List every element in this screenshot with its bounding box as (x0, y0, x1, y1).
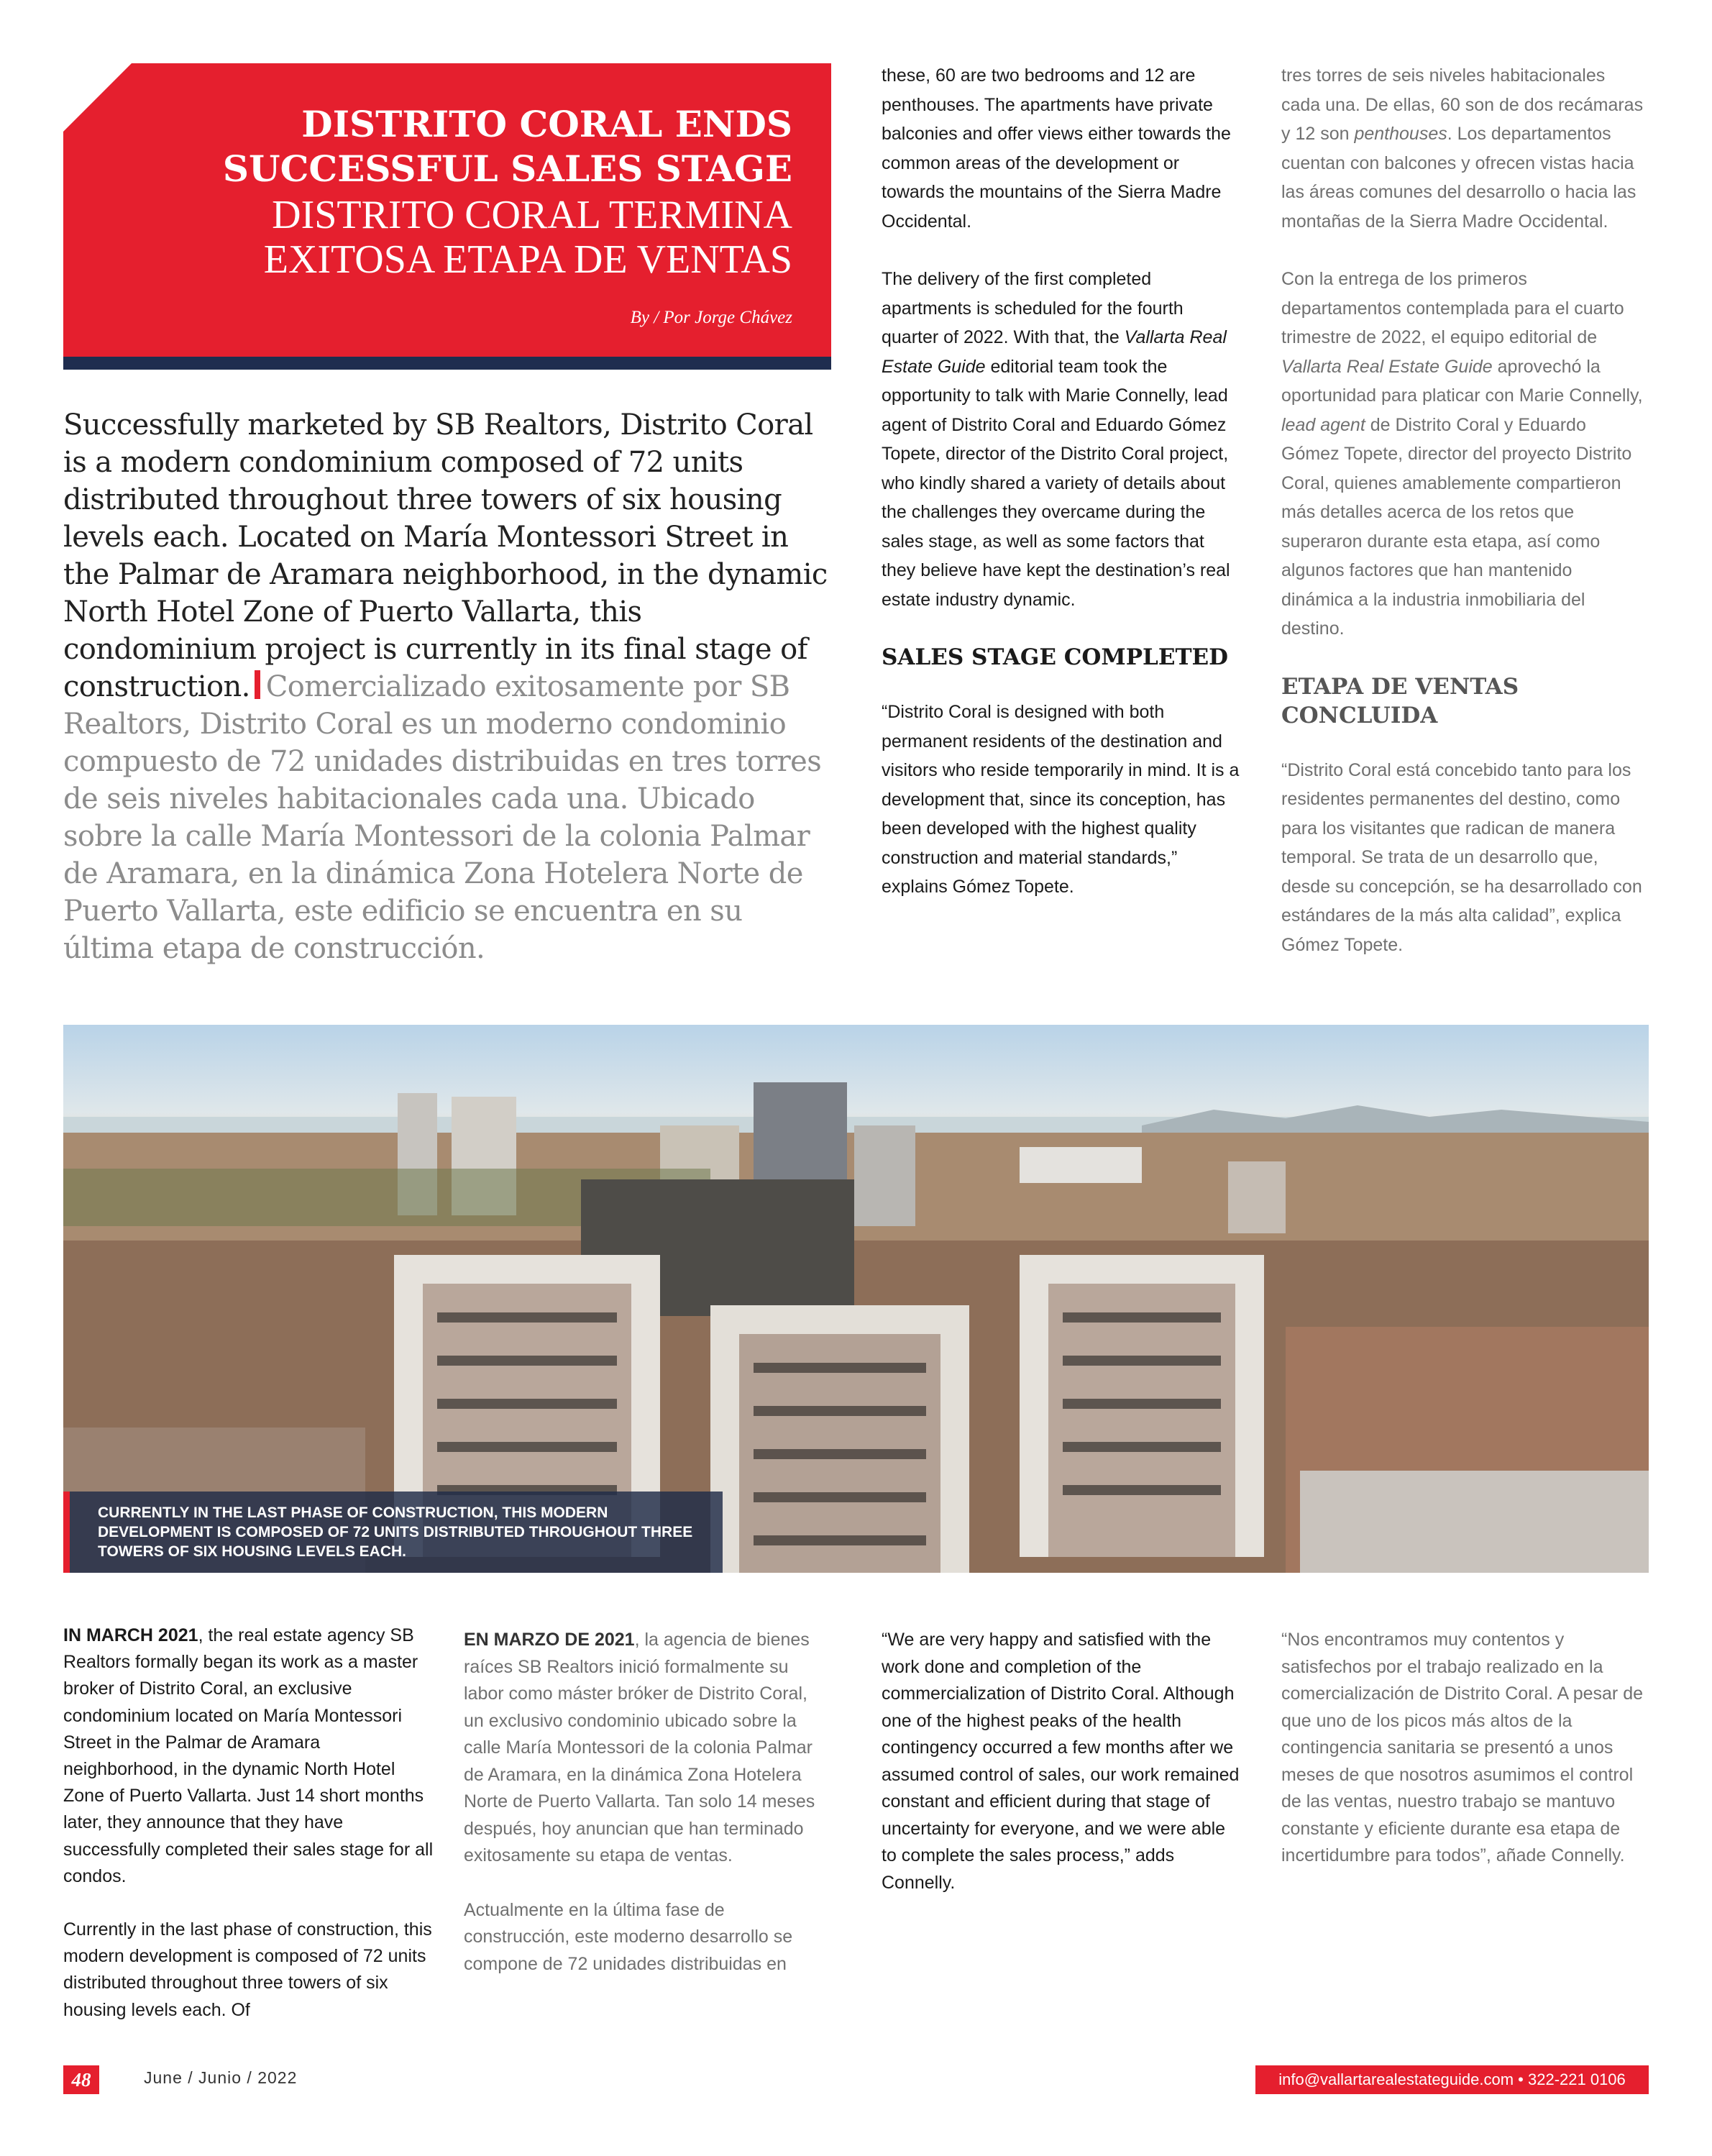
paragraph (1281, 265, 1648, 644)
italic-term: penthouses (1354, 124, 1447, 144)
headline-title-es-line2: EXITOSA ETAPA DE VENTAS (263, 237, 792, 282)
paragraph: these, 60 are two bedrooms and 12 are penthouses. The apartments have private balconies and offer views either towards the common areas of the development or towards the mountains of the Sierra Madre Occidental. (882, 65, 1231, 232)
headline-title-es (145, 193, 792, 282)
paragraph: Currently in the last phase of construction, this modern development is composed of 72 units distributed throughout three towers of six housing levels each. Of (63, 1919, 432, 2020)
paragraph (1281, 61, 1648, 236)
lead-in: IN MARCH 2021 (63, 1625, 198, 1645)
paragraph (882, 265, 1241, 614)
headline-title-en (145, 102, 792, 191)
bottom-column-4 (1281, 1627, 1648, 1870)
text-run: . Los departamentos cuentan con balcones y ofrecen vistas hacia las áreas comunes del desarrollo o hacia las montañas de la Sierra Madre Occidental. (1281, 124, 1637, 232)
text-run: The delivery of the first completed apartments is scheduled for the fourth quarter of 2022. With that, the (882, 269, 1184, 347)
text-run: aprovechó la oportunidad para platicar con Marie Connelly, (1281, 356, 1643, 406)
top-column-english (882, 61, 1241, 902)
paragraph (464, 1627, 830, 1870)
headline-title-es-line1: DISTRITO CORAL TERMINA (272, 193, 792, 237)
text-run: , la agencia de bienes raíces SB Realtors inició formalmente su labor como máster bróker de Distrito Coral, un exclusivo condominio ubicado sobre la calle María Montessori de la colonia Palmar de Aramara, en la dinámica Zona Hotelera Norte de Puerto Vallarta. Tan solo 14 meses después, hoy anuncian que han terminado exitosamente su etapa de ventas. (464, 1630, 815, 1865)
text-run: editorial team took the opportunity to talk with Marie Connelly, lead agent of Distrito Coral and Eduardo Gómez Topete, director of the Distrito Coral project, who kindly shared a variety of details about the challenges they overcame during the sales stage, as well as some factors that they believe have kept the destination’s real estate industry dynamic. (882, 356, 1230, 610)
paragraph: “Distrito Coral está concebido tanto para los residentes permanentes del destino, como para los visitantes que radican de manera temporal. Se trata de un desarrollo que, desde su concepción, se ha desarrollado con estándares de la más alta calidad”, explica Gómez Topete. (1281, 759, 1642, 955)
paragraph: “Nos encontramos muy contentos y satisfechos por el trabajo realizado en la comercialización de Distrito Coral. A pesar de que uno de los picos más altos de la contingencia sanitaria se presentó a unos meses de que nosotros asumimos el control de las ventas, nuestro trabajo se mantuvo constante y eficiente durante esa etapa de incertidumbre para todos”, añade Connelly. (1281, 1630, 1644, 1865)
paragraph: Actualmente en la última fase de construcción, este moderno desarrollo se compone de 72 unidades distribuidas en (464, 1899, 793, 1974)
issue-date: June / Junio / 2022 (144, 2068, 298, 2087)
headline-underline-bar (63, 357, 831, 370)
city-skyline-illustration (63, 1025, 1649, 1573)
publication-name: Vallarta Real Estate Guide (1281, 356, 1493, 377)
paragraph (63, 1622, 437, 1890)
bottom-column-3 (882, 1627, 1241, 1896)
bottom-column-2 (464, 1627, 830, 1978)
headline-corner-notch (63, 63, 132, 132)
top-column-spanish (1281, 61, 1648, 959)
headline-title-en-line1: DISTRITO CORAL ENDS (301, 103, 792, 145)
panorama-photo (63, 1025, 1649, 1573)
section-heading: ETAPA DE VENTAS CONCLUIDA (1281, 673, 1519, 728)
photo-caption: CURRENTLY IN THE LAST PHASE OF CONSTRUCTION, THIS MODERN DEVELOPMENT IS COMPOSED OF 72 UNITS DISTRIBUTED THROUGHOUT THREE TOWERS OF SIX HOUSING LEVELS EACH. (98, 1504, 693, 1560)
text-run: tres torres de seis niveles habitacionales cada una. De ellas, 60 son de dos recámaras y 12 son (1281, 65, 1644, 144)
paragraph: “Distrito Coral is designed with both permanent residents of the destination and visitors who reside temporarily in mind. It is a development that, since its conception, has been developed with the highest quality construction and material standards,” explains Gómez Topete. (882, 702, 1240, 897)
text-run: , the real estate agency SB Realtors formally began its work as a master broker of Distrito Coral, an exclusive condominium located on María Montessori Street in the Palmar de Aramara neighborhood, in the dynamic North Hotel Zone of Puerto Vallarta. Just 14 short months later, they announce that they have successfully completed their sales stage for all condos. (63, 1625, 434, 1886)
italic-term: lead agent (1281, 414, 1365, 435)
byline: By / Por Jorge Chávez (630, 308, 792, 327)
language-divider-mark (255, 670, 260, 699)
intro-spanish: Comercializado exitosamente por SB Realtors, Distrito Coral es un moderno condominio compuesto de 72 unidades distribuidas en tres torres de seis niveles habitacionales cada una. Ubicado sobre la calle María Montessori de la colonia Palmar de Aramara, en la dinámica Zona Hotelera Norte de Puerto Vallarta, este edificio se encuentra en su última etapa de construcción. (63, 670, 822, 965)
intro-english: Successfully marketed by SB Realtors, Distrito Coral is a modern condominium composed of 72 units distributed throughout three towers of six housing levels each. Located on María Montessori Street in the Palmar de Aramara neighborhood, in the dynamic North Hotel Zone of Puerto Vallarta, this condominium project is currently in its final stage of construction. (63, 408, 828, 703)
lead-in: EN MARZO DE 2021 (464, 1630, 635, 1650)
text-run: de Distrito Coral y Eduardo Gómez Topete, director del proyecto Distrito Coral, quienes amablemente compartieron más detalles acerca de los retos que superaron durante esta etapa, así como algunos factores que han mantenido dinámica a la industria inmobiliaria del destino. (1281, 414, 1632, 639)
page-number: 48 (63, 2065, 99, 2094)
publication-name: Vallarta Real Estate Guide (882, 327, 1227, 377)
intro-paragraph (63, 406, 840, 967)
paragraph: “We are very happy and satisfied with the work done and completion of the commercialization of Distrito Coral. Although one of the highest peaks of the health contingency occurred a few months after we assumed control of sales, our work remained constant and efficient during that stage of uncertainty for everyone, and we were able to complete the sales process,” adds Connelly. (882, 1630, 1240, 1893)
text-run: Con la entrega de los primeros departamentos contemplada para el cuarto trimestre de 2022, el equipo editorial de (1281, 269, 1624, 347)
section-heading: SALES STAGE COMPLETED (882, 644, 1229, 670)
contact-info[interactable]: info@vallartarealestateguide.com • 322-221 0106 (1255, 2065, 1649, 2094)
photo-caption-accent (63, 1492, 70, 1573)
bottom-column-1 (63, 1622, 437, 2024)
headline-title-en-line2: SUCCESSFUL SALES STAGE (222, 147, 792, 190)
